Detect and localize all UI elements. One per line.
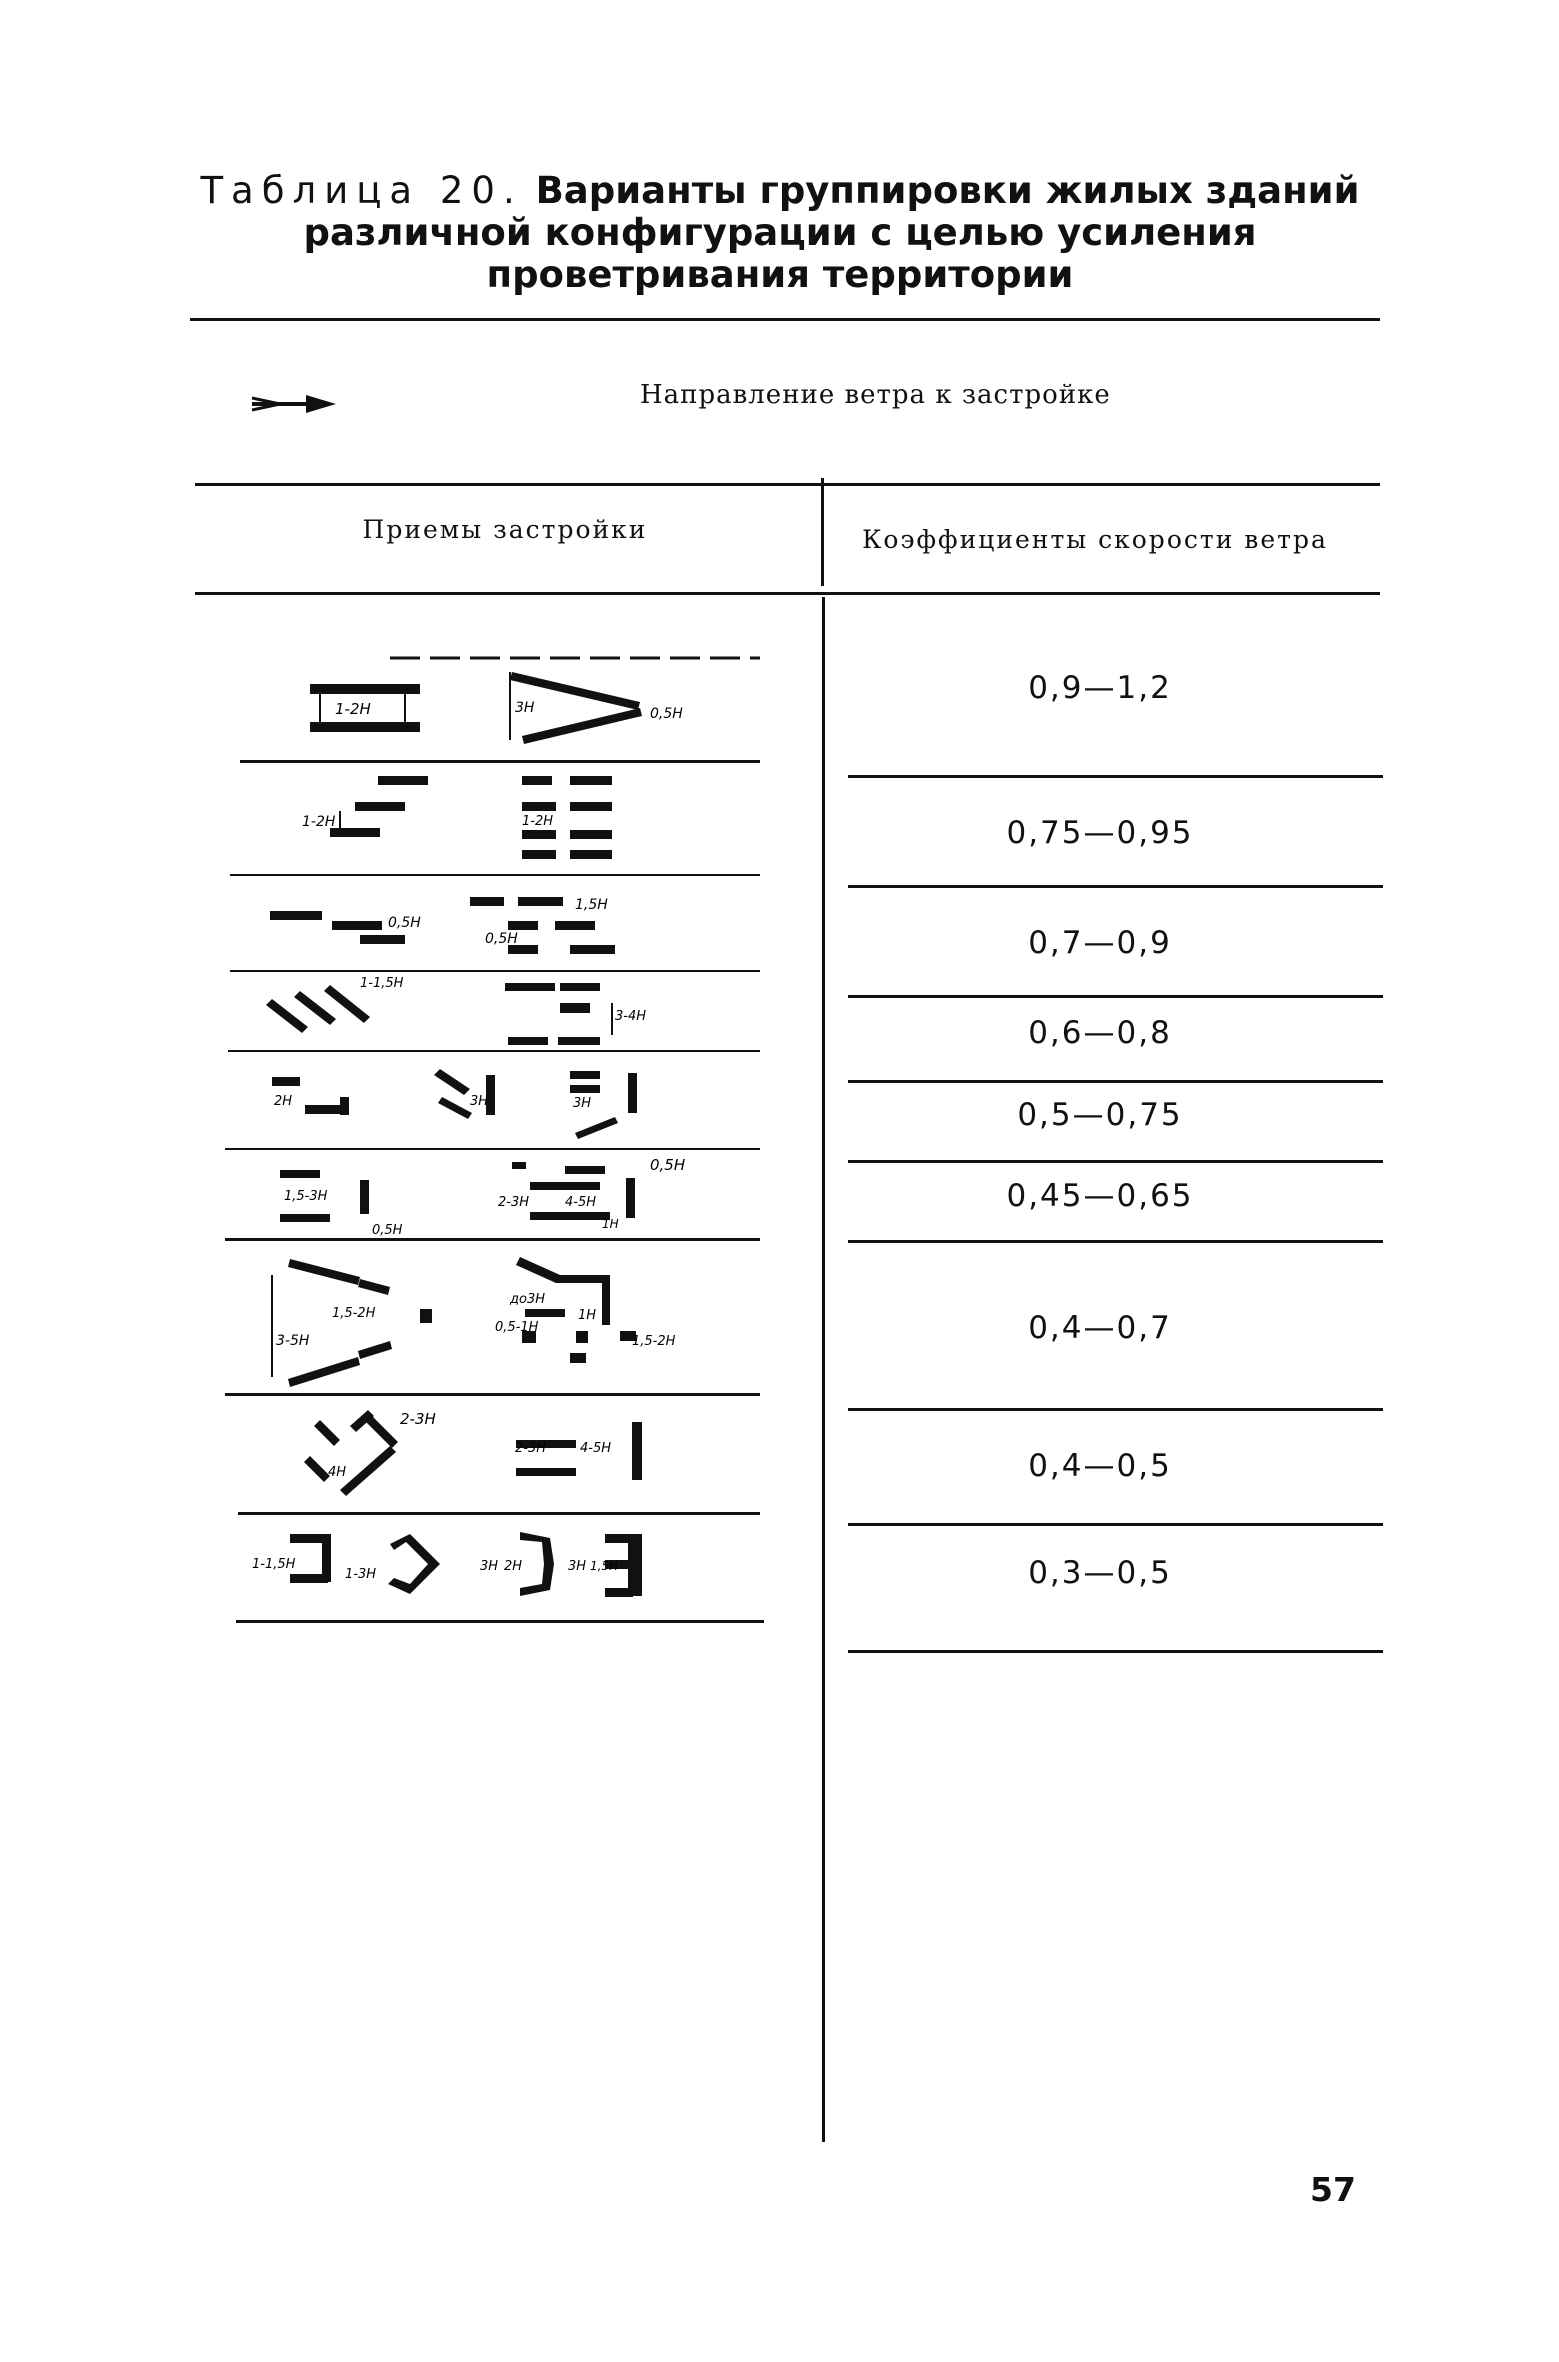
diagram-label: до3Н [510,1292,545,1307]
diagram-label: 0,5Н [650,1156,686,1174]
right-row-separator [848,1160,1383,1163]
layout-diagram-row7 [260,1245,760,1395]
table-title-text: Варианты группировки жилых зданий различной конфигурации с целью усиления проветривания территории [303,169,1360,296]
right-row-separator [848,885,1383,888]
left-row-separator [236,1620,764,1623]
column-header-left: Приемы застройки [362,515,648,544]
right-row-separator [848,775,1383,778]
layout-diagram-row1 [300,650,760,750]
diagram-label: 1,5-2Н [332,1306,376,1321]
right-row-separator [848,1080,1383,1083]
diagram-label: 2-3Н [498,1195,530,1210]
wind-coefficient: 0,7—0,9 [1028,925,1172,961]
diagram-label: 2Н [274,1094,293,1109]
layout-diagram-row6 [260,1150,760,1240]
diagram-label: 3Н [470,1094,489,1109]
diagram-label: 0,5Н [650,706,683,722]
diagram-label: 3Н [480,1559,499,1574]
layout-diagram-row2 [300,770,760,870]
wind-arrow-icon [250,392,340,416]
diagram-label: 1,5Н [575,897,608,913]
header-top-rule [195,483,1380,486]
layout-diagram-row8 [290,1400,760,1515]
wind-coefficient: 0,4—0,5 [1028,1448,1172,1484]
diagram-label: 2Н [504,1559,523,1574]
diagram-label: 3-5Н [276,1333,310,1349]
diagram-label: 0,5Н [372,1223,403,1238]
right-row-separator [848,1523,1383,1526]
body-divider [822,597,825,2142]
diagram-label: 4-5Н [565,1195,597,1210]
wind-coefficient: 0,6—0,8 [1028,1015,1172,1051]
left-row-separator [230,970,760,972]
right-row-separator [848,1408,1383,1411]
left-row-separator [230,874,760,876]
diagram-label: 3Н [515,700,535,716]
layout-diagram-row5 [260,1055,760,1150]
diagram-label: 3Н [573,1096,592,1111]
table-title-lead: Таблица 20. [200,169,523,212]
diagram-label: 2-3Н [400,1410,436,1428]
right-row-separator [848,1650,1383,1653]
diagram-label: 1,5-3Н [284,1189,328,1204]
layout-diagram-row9 [250,1520,760,1620]
diagram-label: 1,5Н [590,1559,619,1573]
header-divider [821,478,824,586]
left-row-separator [228,1050,760,1052]
column-header-right: Коэффициенты скорости ветра [862,525,1328,554]
page-number: 57 [1310,2170,1356,2209]
diagram-label: 3-4Н [615,1009,647,1024]
wind-coefficient: 0,4—0,7 [1028,1310,1172,1346]
wind-coefficient: 0,3—0,5 [1028,1555,1172,1591]
wind-coefficient: 0,75—0,95 [1006,815,1194,851]
diagram-label: 2-3Н [515,1441,547,1456]
top-rule [190,318,1380,321]
wind-coefficient: 0,9—1,2 [1028,670,1172,706]
diagram-label: 0,5-1Н [495,1320,539,1335]
diagram-label: 1,5-2Н [632,1334,676,1349]
header-bottom-rule [195,592,1380,595]
diagram-label: 1Н [602,1217,619,1231]
diagram-label: 1-1,5Н [252,1557,296,1572]
wind-coefficient: 0,45—0,65 [1006,1178,1194,1214]
layout-diagram-row3 [260,885,760,970]
table-title [180,170,1380,296]
diagram-label: 0,5Н [485,931,518,947]
diagram-label: 3Н [568,1559,587,1574]
wind-direction-caption: Направление ветра к застройке [640,380,1111,410]
diagram-label: 1Н [578,1308,597,1323]
left-row-separator [240,760,760,763]
layout-diagram-row4 [260,975,760,1050]
diagram-label: 4-5Н [580,1441,612,1456]
right-row-separator [848,995,1383,998]
diagram-label: 1-1,5Н [360,976,404,991]
diagram-label: 1-2Н [335,700,371,718]
diagram-label: 1-2Н [302,814,336,830]
diagram-label: 4Н [328,1465,347,1480]
wind-coefficient: 0,5—0,75 [1017,1097,1183,1133]
diagram-label: 0,5Н [388,915,421,931]
right-row-separator [848,1240,1383,1243]
diagram-label: 1-3Н [345,1567,377,1582]
diagram-label: 1-2Н [522,814,554,829]
